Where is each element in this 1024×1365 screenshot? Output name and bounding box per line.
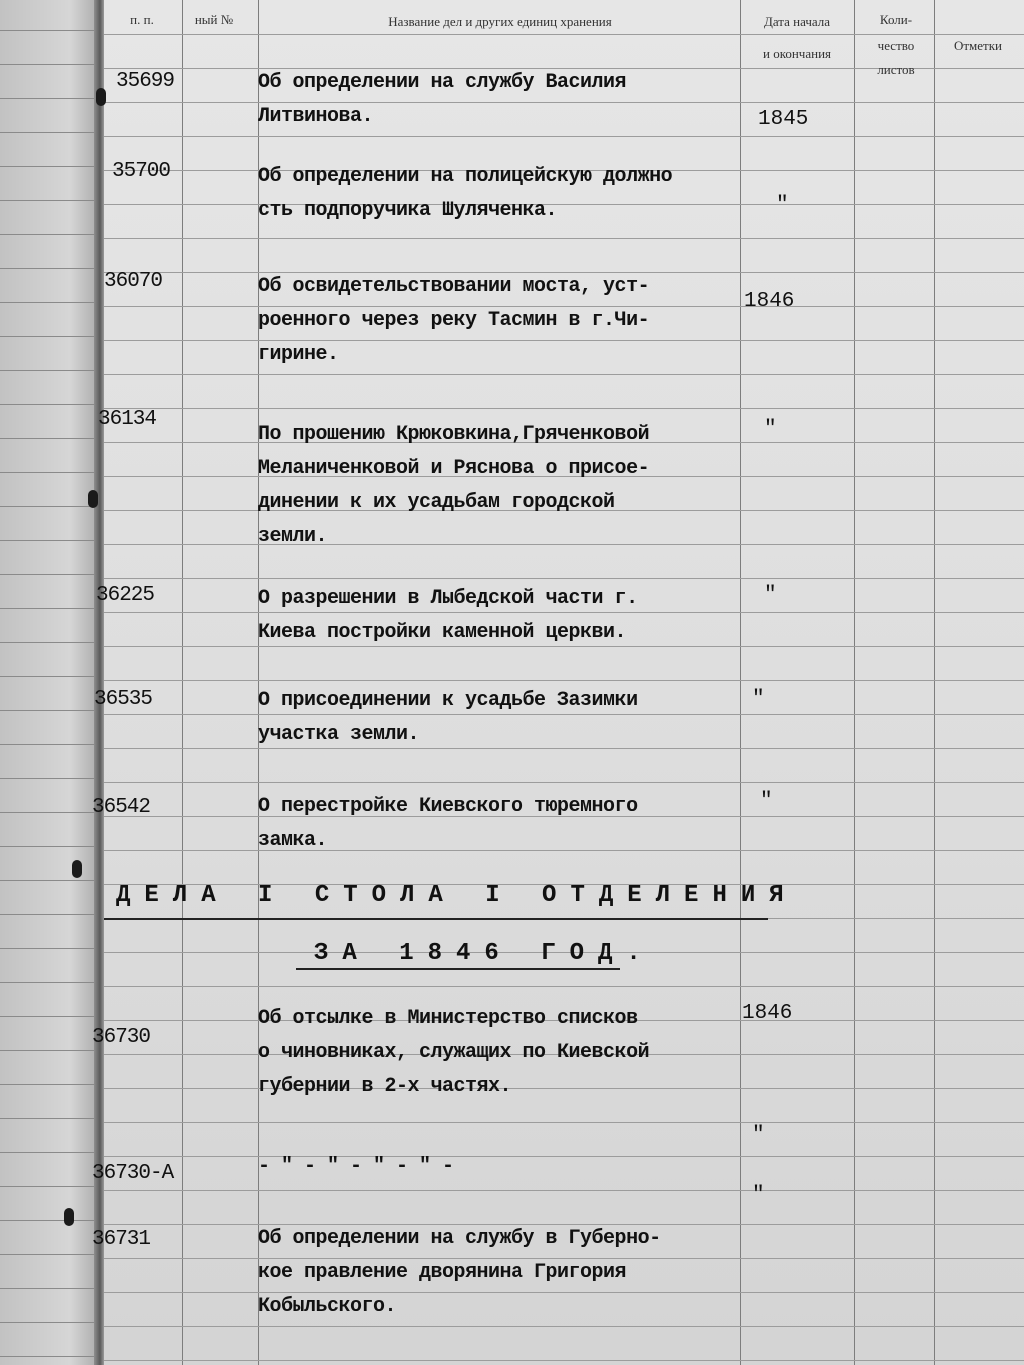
ruled-line bbox=[104, 782, 1024, 783]
facing-ruled-line bbox=[0, 370, 100, 371]
facing-ruled-line bbox=[0, 234, 100, 235]
facing-ruled-line bbox=[0, 1288, 100, 1289]
facing-ruled-line bbox=[0, 200, 100, 201]
ruled-line bbox=[104, 1122, 1024, 1123]
facing-ruled-line bbox=[0, 642, 100, 643]
ruled-line bbox=[104, 1326, 1024, 1327]
facing-ruled-line bbox=[0, 846, 100, 847]
header-notes: Отметки bbox=[953, 38, 1003, 53]
binding-hole bbox=[72, 860, 82, 878]
entry-number: 35699 bbox=[116, 70, 175, 93]
entry-date: " bbox=[752, 688, 765, 711]
entry-title-line: О разрешении в Лыбедской части г. bbox=[258, 587, 638, 610]
entry-date: " bbox=[764, 584, 777, 607]
entry-number: 36225 bbox=[96, 584, 155, 607]
facing-ruled-line bbox=[0, 438, 100, 439]
facing-ruled-line bbox=[0, 574, 100, 575]
entry-title bbox=[258, 160, 768, 228]
facing-ruled-line bbox=[0, 1016, 100, 1017]
facing-ruled-line bbox=[0, 472, 100, 473]
facing-ruled-line bbox=[0, 608, 100, 609]
facing-ruled-line bbox=[0, 30, 100, 31]
entry-date: 1846 bbox=[744, 290, 795, 313]
entry-title bbox=[258, 270, 738, 372]
section-underline bbox=[296, 968, 620, 970]
entry-title-line: Об определении на службу Василия bbox=[258, 71, 627, 94]
facing-ruled-line bbox=[0, 812, 100, 813]
header-inventory: ный № bbox=[194, 12, 234, 27]
facing-ruled-line bbox=[0, 132, 100, 133]
facing-ruled-line bbox=[0, 1050, 100, 1051]
entry-title-line: О присоединении к усадьбе Зазимки bbox=[258, 689, 638, 712]
ruled-line bbox=[104, 136, 1024, 137]
entry-title-line: Об определении на службу в Губерно- bbox=[258, 1227, 661, 1250]
entry-title-line: кое правление дворянина Григория bbox=[258, 1261, 627, 1284]
facing-ruled-line bbox=[0, 1152, 100, 1153]
facing-ruled-line bbox=[0, 1084, 100, 1085]
section-underline bbox=[104, 918, 768, 920]
facing-ruled-line bbox=[0, 676, 100, 677]
facing-ruled-line bbox=[0, 914, 100, 915]
entry-title bbox=[258, 790, 738, 858]
ruled-line bbox=[104, 374, 1024, 375]
facing-ruled-line bbox=[0, 1220, 100, 1221]
entry-title bbox=[258, 1222, 738, 1324]
header-count-2: чество bbox=[877, 38, 915, 53]
binding-hole bbox=[88, 490, 98, 508]
facing-ruled-line bbox=[0, 336, 100, 337]
header-date-2: и окончания bbox=[762, 46, 832, 61]
entry-title-line: - " - " - " - " - bbox=[258, 1155, 454, 1178]
entry-title bbox=[258, 684, 738, 752]
facing-ruled-line bbox=[0, 778, 100, 779]
ruled-line bbox=[104, 1360, 1024, 1361]
binding-hole bbox=[64, 1208, 74, 1226]
section-subheading: ЗА 1846 ГОД. bbox=[314, 940, 655, 967]
facing-ruled-line bbox=[0, 64, 100, 65]
entry-title-line: земли. bbox=[258, 525, 328, 548]
header-date-1: Дата начала bbox=[763, 14, 831, 29]
header-count-3: листов bbox=[877, 62, 915, 77]
facing-ruled-line bbox=[0, 1186, 100, 1187]
facing-ruled-line bbox=[0, 710, 100, 711]
entry-title-line: Об определении на полицейскую должно bbox=[258, 165, 673, 188]
facing-ruled-line bbox=[0, 506, 100, 507]
ruled-line bbox=[104, 680, 1024, 681]
facing-ruled-line bbox=[0, 98, 100, 99]
entry-title bbox=[258, 418, 738, 554]
binding-gutter bbox=[94, 0, 104, 1365]
entry-title-line: Меланиченковой и Ряснова о присое- bbox=[258, 457, 650, 480]
ruled-line bbox=[104, 986, 1024, 987]
entry-title-line: По прошению Крюковкина,Гряченковой bbox=[258, 423, 650, 446]
facing-ruled-line bbox=[0, 1118, 100, 1119]
facing-ruled-line bbox=[0, 1322, 100, 1323]
entry-title-line: Киева постройки каменной церкви. bbox=[258, 621, 627, 644]
entry-title-line: О перестройке Киевского тюремного bbox=[258, 795, 638, 818]
entry-date: 1845 bbox=[758, 108, 809, 131]
entry-number: 36535 bbox=[94, 688, 153, 711]
entry-title-line: участка земли. bbox=[258, 723, 420, 746]
facing-ruled-line bbox=[0, 1356, 100, 1357]
entry-title bbox=[258, 582, 738, 650]
header-count-1: Коли- bbox=[879, 12, 913, 27]
facing-ruled-line bbox=[0, 540, 100, 541]
ruled-line bbox=[104, 238, 1024, 239]
entry-number: 36730-А bbox=[92, 1162, 174, 1185]
entry-date: " bbox=[764, 418, 777, 441]
entry-title bbox=[258, 1002, 738, 1104]
entry-number: 36542 bbox=[92, 796, 151, 819]
header-num: п. п. bbox=[130, 12, 154, 27]
facing-ruled-line bbox=[0, 268, 100, 269]
entry-number: 36731 bbox=[92, 1228, 151, 1251]
entry-title-line: замка. bbox=[258, 829, 328, 852]
entry-number: 36070 bbox=[104, 270, 163, 293]
entry-title-line: динении к их усадьбам городской bbox=[258, 491, 615, 514]
entry-title-line: сть подпоручика Шуляченка. bbox=[258, 199, 558, 222]
ruled-line bbox=[104, 1190, 1024, 1191]
entry-title-line: Об освидетельствовании моста, уст- bbox=[258, 275, 650, 298]
entry-date: " bbox=[776, 194, 789, 217]
ruled-line bbox=[104, 408, 1024, 409]
facing-ruled-line bbox=[0, 166, 100, 167]
facing-ruled-line bbox=[0, 404, 100, 405]
entry-date: " bbox=[752, 1184, 765, 1207]
entry-title-line: Кобыльского. bbox=[258, 1295, 397, 1318]
section-heading: ДЕЛА I СТОЛА I ОТДЕЛЕНИЯ bbox=[116, 882, 798, 909]
facing-page-edge bbox=[0, 0, 100, 1365]
facing-ruled-line bbox=[0, 880, 100, 881]
binding-hole bbox=[96, 88, 106, 106]
entry-number: 35700 bbox=[112, 160, 171, 183]
entry-title bbox=[258, 66, 738, 134]
entry-title-line: гирине. bbox=[258, 343, 339, 366]
entry-title-line: о чиновниках, служащих по Киевской bbox=[258, 1041, 650, 1064]
facing-ruled-line bbox=[0, 948, 100, 949]
facing-ruled-line bbox=[0, 982, 100, 983]
ruled-line bbox=[104, 578, 1024, 579]
entry-date: " bbox=[752, 1124, 765, 1147]
entry-title-line: губернии в 2-х частях. bbox=[258, 1075, 512, 1098]
facing-ruled-line bbox=[0, 302, 100, 303]
entry-number: 36134 bbox=[98, 408, 157, 431]
entry-title-line: Об отсылке в Министерство списков bbox=[258, 1007, 638, 1030]
entry-date: " bbox=[760, 790, 773, 813]
entry-title-line: роенного через реку Тасмин в г.Чи- bbox=[258, 309, 650, 332]
entry-title bbox=[258, 1150, 738, 1184]
entry-title-line: Литвинова. bbox=[258, 105, 374, 128]
facing-ruled-line bbox=[0, 1254, 100, 1255]
facing-ruled-line bbox=[0, 744, 100, 745]
entry-date: 1846 bbox=[742, 1002, 793, 1025]
entry-number: 36730 bbox=[92, 1026, 151, 1049]
header-title: Название дел и других единиц хранения bbox=[388, 14, 612, 29]
